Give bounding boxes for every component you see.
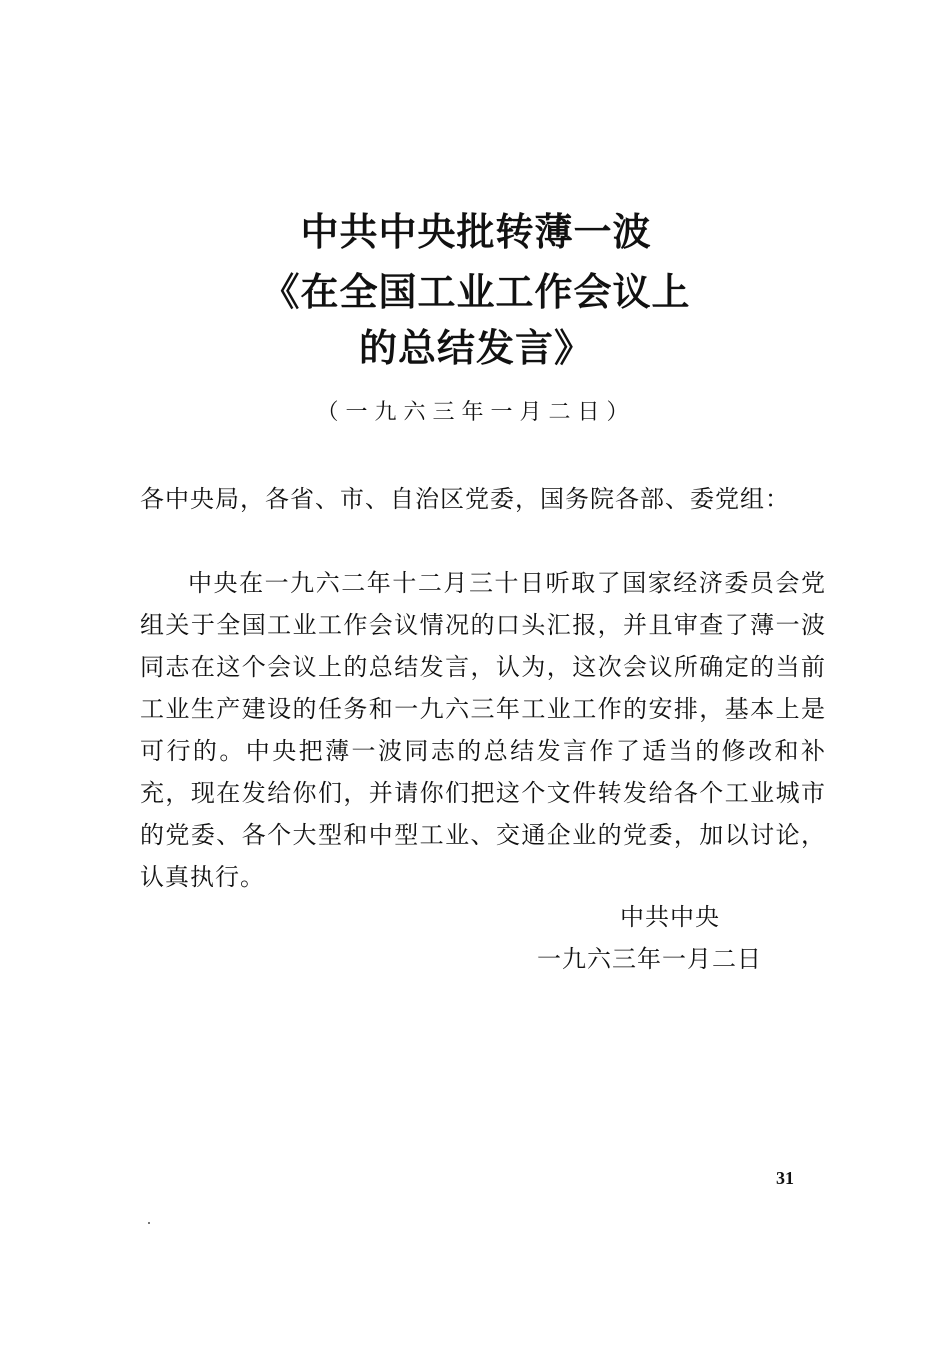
addressee: 各中央局，各省、市、自治区党委，国务院各部、委党组： <box>140 485 790 513</box>
document-title-line-1: 中共中央批转薄一波 <box>300 210 652 254</box>
document-title-line-2: 《在全国工业工作会议上 <box>261 270 691 314</box>
scan-speck <box>148 1222 150 1224</box>
document-title-line-3: 的总结发言》 <box>358 326 593 370</box>
signer: 中共中央 <box>620 903 720 931</box>
page-number: 31 <box>776 1168 794 1188</box>
main-paragraph: 中央在一九六二年十二月三十日听取了国家经济委员会党组关于全国工业工作会议情况的口头汇报，并且审查了薄一波同志在这个会议上的总结发言，认为，这次会议所确定的当前工业生产建设的任务和一九六三年工业工作的安排，基本上是可行的。中央把薄一波同志的总结发言作了适当的修改和补充，现在发给你们，并请你们把这个文件转发给各个工业城市的党委、各个大型和中型工业、交通企业的党委，加以讨论，认真执行。 <box>140 569 826 891</box>
document-date: （一九六三年一月二日） <box>316 400 636 425</box>
signature-date: 一九六三年一月二日 <box>537 945 762 973</box>
